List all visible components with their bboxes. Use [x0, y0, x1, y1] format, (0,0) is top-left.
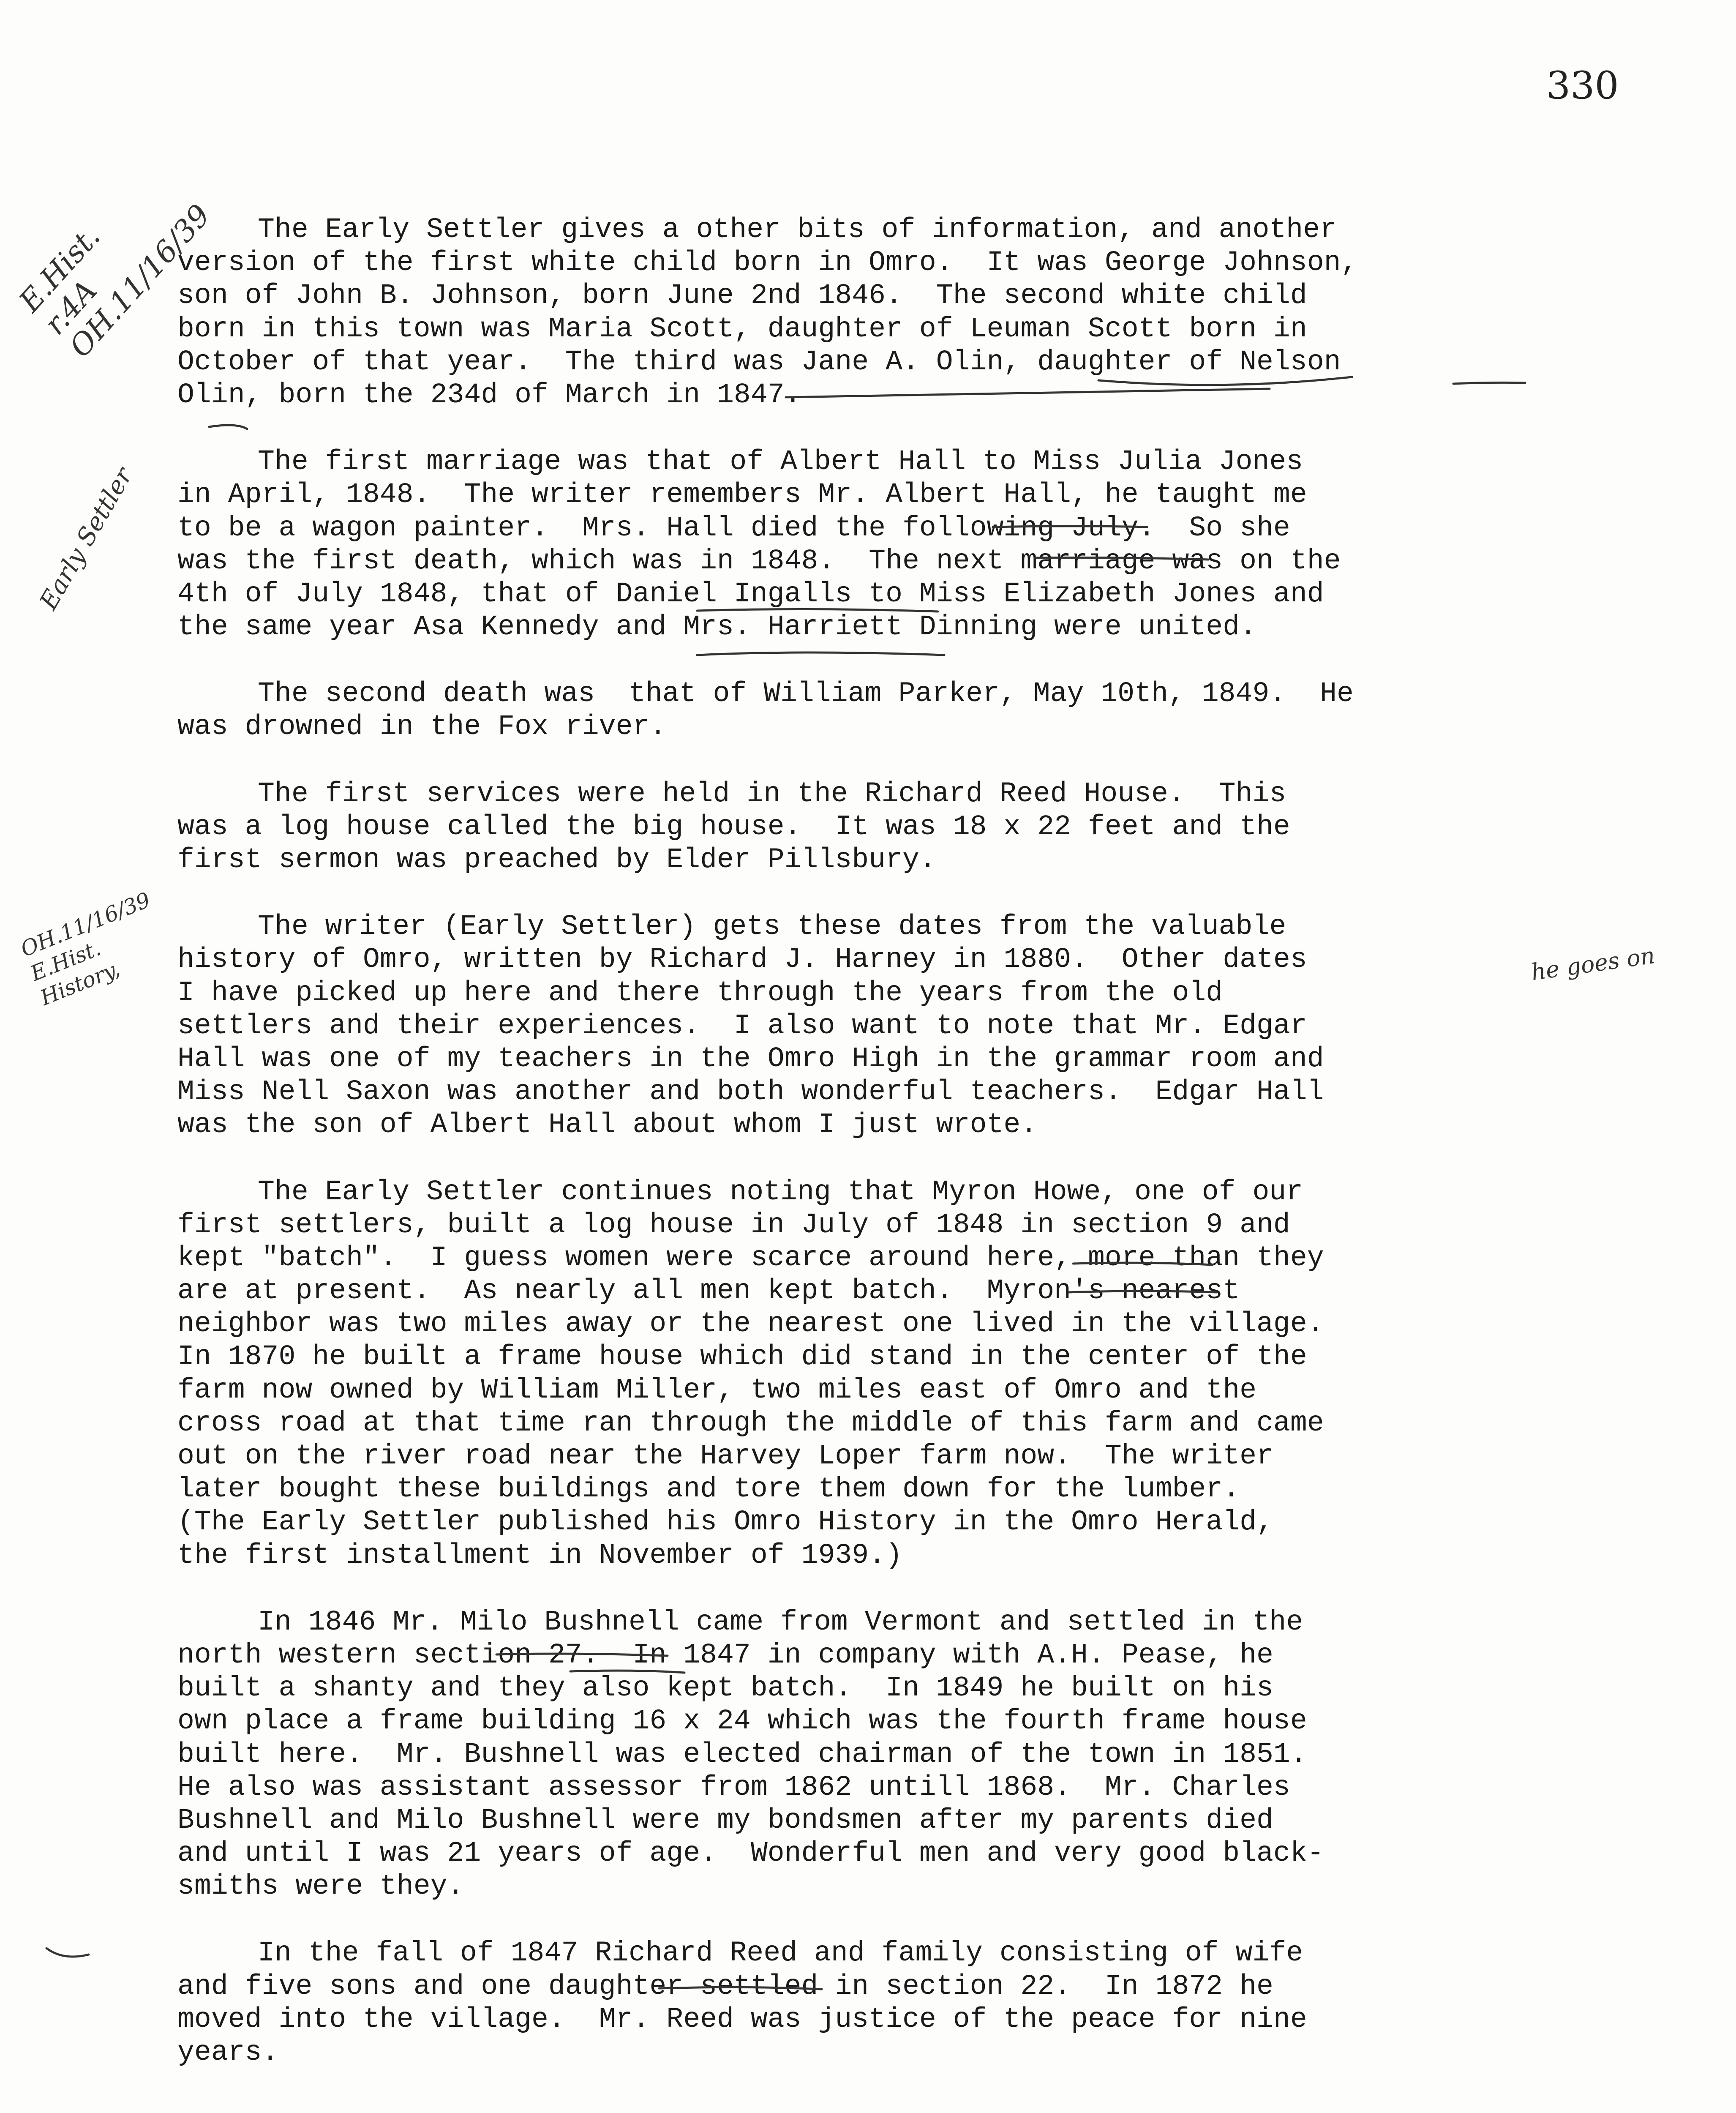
text-line: are at present. As nearly all men kept batch. Myron's nearest: [177, 1275, 1240, 1307]
text-line: first sermon was preached by Elder Pillsbury.: [177, 844, 936, 876]
text-line: years.: [177, 2037, 279, 2068]
margin-note-handwritten: he goes on: [1529, 942, 1657, 986]
text-line: Hall was one of my teachers in the Omro High in the grammar room and: [177, 1043, 1324, 1075]
text-line: settlers and their experiences. I also want to note that Mr. Edgar: [177, 1010, 1307, 1042]
text-line: history of Omro, written by Richard J. Harney in 1880. Other dates: [177, 944, 1307, 976]
text-line: moved into the village. Mr. Reed was justice of the peace for nine: [177, 2003, 1307, 2035]
text-line: October of that year. The third was Jane A. Olin, daughter of Nelson: [177, 346, 1341, 378]
text-line: the same year Asa Kennedy and Mrs. Harriett Dinning were united.: [177, 611, 1257, 643]
text-line: son of John B. Johnson, born June 2nd 1846. The second white child: [177, 280, 1307, 312]
text-line: was the first death, which was in 1848. The next marriage was on the: [177, 545, 1341, 577]
text-line: The Early Settler gives a other bits of information, and another: [258, 214, 1337, 246]
text-line: Miss Nell Saxon was another and both wonderful teachers. Edgar Hall: [177, 1076, 1324, 1108]
text-line: kept "batch". I guess women were scarce around here, more than they: [177, 1242, 1324, 1274]
page-number: 330: [1546, 63, 1619, 108]
text-line: The Early Settler continues noting that Myron Howe, one of our: [258, 1176, 1303, 1208]
text-line: 4th of July 1848, that of Daniel Ingalls to Miss Elizabeth Jones and: [177, 578, 1324, 610]
text-line: first settlers, built a log house in July of 1848 in section 9 and: [177, 1209, 1290, 1241]
text-line: out on the river road near the Harvey Loper farm now. The writer: [177, 1440, 1273, 1472]
text-line: and five sons and one daughter settled in section 22. In 1872 he: [177, 1970, 1273, 2002]
text-line: to be a wagon painter. Mrs. Hall died the following July. So she: [177, 512, 1290, 544]
text-line: He also was assistant assessor from 1862 untill 1868. Mr. Charles: [177, 1771, 1290, 1803]
text-line: later bought these buildings and tore them down for the lumber.: [177, 1473, 1240, 1505]
text-line: cross road at that time ran through the middle of this farm and came: [177, 1407, 1324, 1439]
text-line: In the fall of 1847 Richard Reed and family consisting of wife: [258, 1937, 1303, 1969]
text-line: The first marriage was that of Albert Hall to Miss Julia Jones: [258, 446, 1303, 478]
text-line: neighbor was two miles away or the nearest one lived in the village.: [177, 1308, 1324, 1340]
text-line: was drowned in the Fox river.: [177, 711, 667, 743]
text-line: Olin, born the 234d of March in 1847.: [177, 379, 801, 411]
text-line: (The Early Settler published his Omro History in the Omro Herald,: [177, 1506, 1273, 1538]
text-line: I have picked up here and there through the years from the old: [177, 977, 1223, 1009]
margin-note-handwritten: OH.11/16/39 E.Hist. History,: [17, 887, 154, 1010]
text-line: was a log house called the big house. It was 18 x 22 feet and the: [177, 811, 1290, 843]
text-line: version of the first white child born in Omro. It was George Johnson,: [177, 247, 1358, 279]
text-line: The first services were held in the Richard Reed House. This: [258, 778, 1286, 810]
margin-note-handwritten: E.Hist. r.4A OH.11/16/39: [12, 198, 217, 364]
text-line: built here. Mr. Bushnell was elected chairman of the town in 1851.: [177, 1738, 1307, 1770]
text-line: farm now owned by William Miller, two miles east of Omro and the: [177, 1374, 1257, 1406]
text-line: Bushnell and Milo Bushnell were my bondsmen after my parents died: [177, 1804, 1273, 1836]
margin-note-handwritten: Early Settler: [34, 462, 138, 614]
text-line: in April, 1848. The writer remembers Mr. Albert Hall, he taught me: [177, 479, 1307, 511]
text-line: north western section 27. In 1847 in company with A.H. Pease, he: [177, 1639, 1273, 1671]
text-line: born in this town was Maria Scott, daughter of Leuman Scott born in: [177, 313, 1307, 345]
text-line: In 1870 he built a frame house which did stand in the center of the: [177, 1341, 1307, 1373]
text-line: The writer (Early Settler) gets these dates from the valuable: [258, 911, 1286, 943]
text-line: the first installment in November of 1939.): [177, 1539, 902, 1571]
text-line: smiths were they.: [177, 1870, 464, 1903]
text-line: The second death was that of William Parker, May 10th, 1849. He: [258, 678, 1354, 710]
text-line: built a shanty and they also kept batch. In 1849 he built on his: [177, 1672, 1273, 1704]
text-line: In 1846 Mr. Milo Bushnell came from Vermont and settled in the: [258, 1606, 1303, 1638]
text-line: own place a frame building 16 x 24 which was the fourth frame house: [177, 1705, 1307, 1737]
text-line: was the son of Albert Hall about whom I just wrote.: [177, 1109, 1038, 1141]
text-line: and until I was 21 years of age. Wonderful men and very good black-: [177, 1837, 1324, 1870]
